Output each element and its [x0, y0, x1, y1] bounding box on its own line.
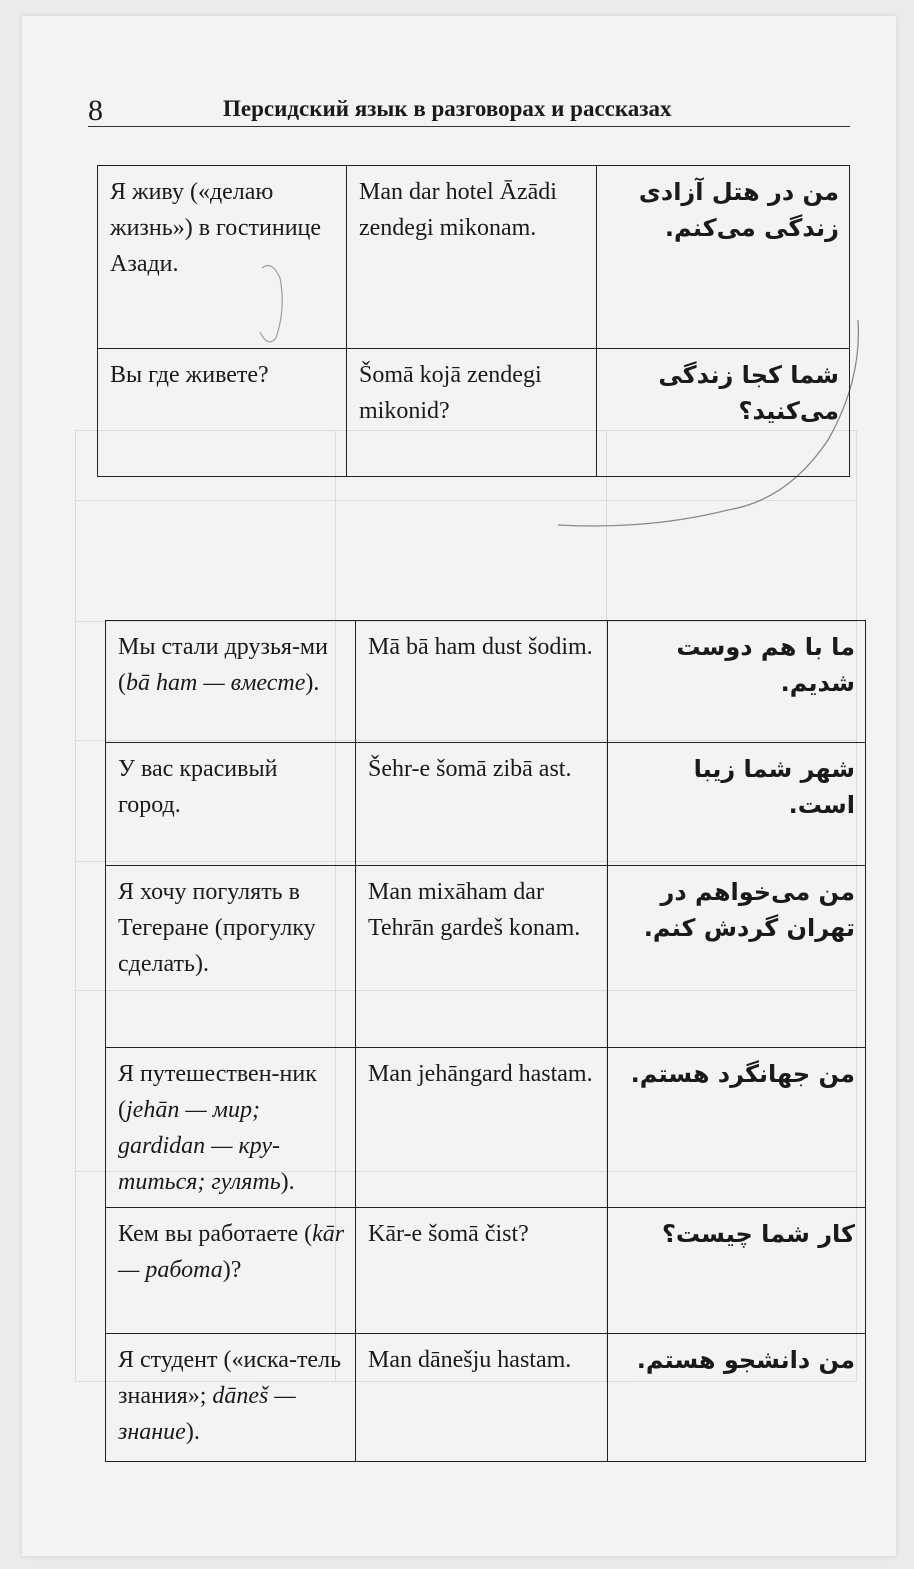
persian-cell: کار شما چیست؟: [608, 1208, 866, 1334]
page-number: 8: [88, 94, 103, 127]
persian-cell: من می‌خواهم در تهران گردش کنم.: [608, 866, 866, 1048]
persian-cell: شهر شما زیبا است.: [608, 743, 866, 866]
table-row: [98, 166, 850, 349]
russian-cell: Я путешествен-ник (jehān — мир; gardidan — кру-титься; гулять).: [106, 1048, 356, 1208]
persian-cell: ما با هم دوست شدیم.: [608, 621, 866, 743]
transliteration-cell: Mā bā ham dust šodim.: [356, 621, 608, 743]
table-row: [106, 866, 866, 1048]
running-title: Персидский язык в разговорах и рассказах: [223, 96, 672, 121]
table-row: [106, 743, 866, 866]
table-row: [98, 349, 850, 477]
persian-cell: من جهانگرد هستم.: [608, 1048, 866, 1208]
russian-cell: Мы стали друзья-ми (bā ham — вместе).: [106, 621, 356, 743]
transliteration-cell: Man dar hotel Āzādi zendegi mikonam.: [347, 166, 597, 349]
table-row: [106, 1048, 866, 1208]
transliteration-cell: Man dānešju hastam.: [356, 1334, 608, 1462]
russian-cell: Я живу («делаю жизнь») в гостинице Азади.: [98, 166, 347, 349]
transliteration-cell: Šehr-e šomā zibā ast.: [356, 743, 608, 866]
persian-cell: من دانشجو هستم.: [608, 1334, 866, 1462]
russian-cell: Вы где живете?: [98, 349, 347, 477]
table-row: [106, 621, 866, 743]
transliteration-cell: Man mixāham dar Tehrān gardeš konam.: [356, 866, 608, 1048]
russian-cell: Я студент («иска-тель знания»; dāneš — знание).: [106, 1334, 356, 1462]
persian-cell: شما کجا زندگی می‌کنید؟: [597, 349, 850, 477]
russian-cell: Я хочу погулять в Тегеране (прогулку сделать).: [106, 866, 356, 1048]
transliteration-cell: Šomā kojā zendegi mikonid?: [347, 349, 597, 477]
persian-cell: من در هتل آزادی زندگی می‌کنم.: [597, 166, 850, 349]
russian-cell: У вас красивый город.: [106, 743, 356, 866]
phrase-table-2: [105, 620, 866, 1462]
table-row: [106, 1334, 866, 1462]
page-header: [88, 92, 850, 127]
transliteration-cell: Kār-e šomā čist?: [356, 1208, 608, 1334]
table-row: [106, 1208, 866, 1334]
transliteration-cell: Man jehāngard hastam.: [356, 1048, 608, 1208]
russian-cell: Кем вы работаете (kār — работа)?: [106, 1208, 356, 1334]
phrase-table-1: [97, 165, 850, 477]
